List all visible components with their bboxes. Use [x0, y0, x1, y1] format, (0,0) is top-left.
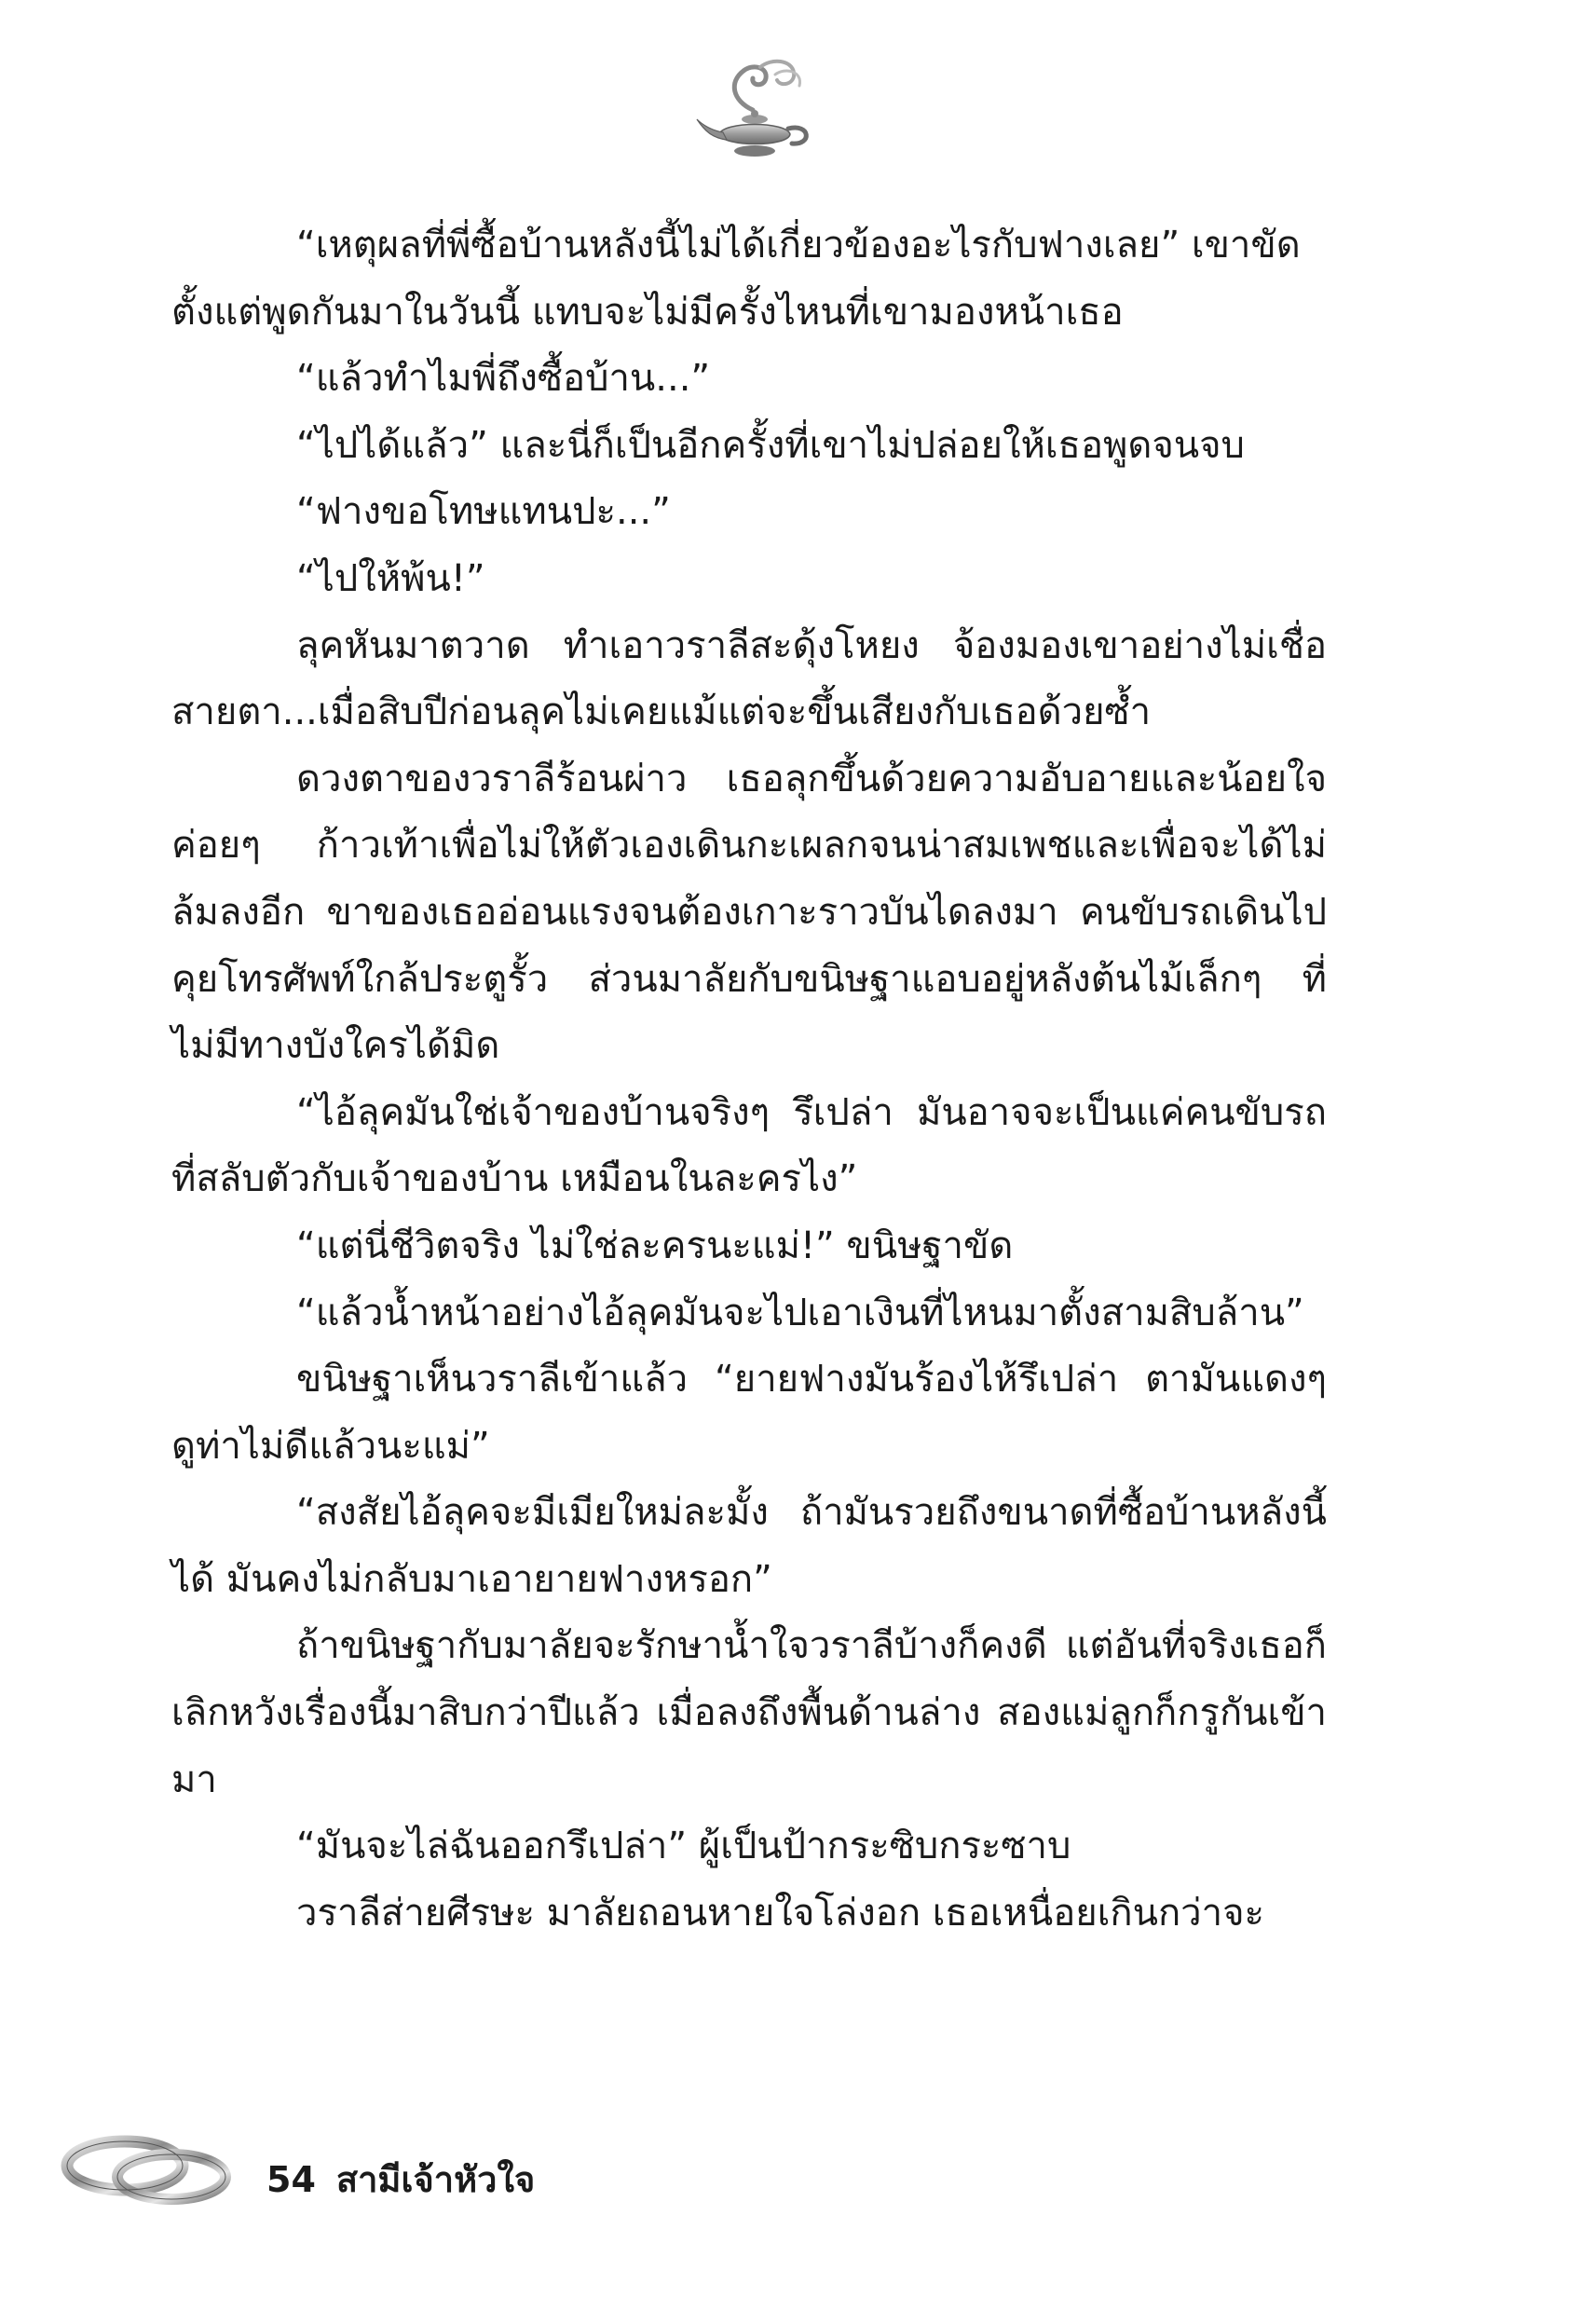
body-text [171, 212, 1327, 1947]
footer-label [266, 2151, 535, 2208]
page-number: 54 [266, 2159, 316, 2200]
paragraph: “ไอ้ลุคมันใช่เจ้าของบ้านจริงๆ รึเปล่า มันอาจจะเป็นแค่คนขับรถที่สลับตัวกับเจ้าของบ้าน เหมือนในละครไง” [171, 1090, 1327, 1201]
paragraph: ดวงตาของวราลีร้อนผ่าว เธอลุกขึ้นด้วยความอับอายและน้อยใจ ค่อยๆ ก้าวเท้าเพื่อไม่ให้ตัวเองเดินกะเผลกจนน่าสมเพชและเพื่อจะได้ไม่ล้มลงอีก ขาของเธออ่อนแรงจนต้องเกาะราวบันไดลงมา คนขับรถเดินไปคุยโทรศัพท์ใกล้ประตูรั้ว ส่วนมาลัยกับขนิษฐาแอบอยู่หลังต้นไม้เล็กๆ ที่ไม่มีทางบังใครได้มิด [171, 757, 1327, 1068]
paragraph: “แต่นี่ชีวิตจริง ไม่ใช่ละครนะแม่!” ขนิษฐาขัด [296, 1224, 1014, 1267]
book-title: สามีเจ้าหัวใจ [335, 2159, 536, 2200]
paragraph: วราลีส่ายศีรษะ มาลัยถอนหายใจโล่งอก เธอเหนื่อยเกินกว่าจะ [296, 1891, 1265, 1935]
paragraph: ขนิษฐาเห็นวราลีเข้าแล้ว “ยายฟางมันร้องไห้รึเปล่า ตามันแดงๆ ดูท่าไม่ดีแล้วนะแม่” [171, 1358, 1327, 1468]
paragraph: “ไปได้แล้ว” และนี่ก็เป็นอีกครั้งที่เขาไม่ปล่อยให้เธอพูดจนจบ [296, 423, 1245, 467]
wedding-rings-icon [60, 2117, 237, 2220]
paragraph: “แล้วน้ำหน้าอย่างไอ้ลุคมันจะไปเอาเงินที่ไหนมาตั้งสามสิบล้าน” [296, 1291, 1304, 1334]
paragraph: ถ้าขนิษฐากับมาลัยจะรักษาน้ำใจวราลีบ้างก็คงดี แต่อันที่จริงเธอก็เลิกหวังเรื่องนี้มาสิบกว่าปีแล้ว เมื่อลงถึงพื้นด้านล่าง สองแม่ลูกก็กรูกันเข้ามา [171, 1624, 1327, 1801]
paragraph: ตั้งแต่พูดกันมาในวันนี้ แทบจะไม่มีครั้งไหนที่เขามองหน้าเธอ [171, 290, 1124, 334]
paragraph: “สงสัยไอ้ลุคจะมีเมียใหม่ละมั้ง ถ้ามันรวยถึงขนาดที่ซื้อบ้านหลังนี้ได้ มันคงไม่กลับมาเอายายฟางหรอก” [171, 1491, 1327, 1601]
page-footer [60, 2117, 712, 2220]
paragraph: “ฟางขอโทษแทนปะ...” [296, 490, 671, 534]
genie-lamp-icon [695, 54, 816, 166]
paragraph: “ไปให้พ้น!” [296, 556, 485, 600]
paragraph: ลุคหันมาตวาด ทำเอาวราลีสะดุ้งโหยง จ้องมองเขาอย่างไม่เชื่อสายตา...เมื่อสิบปีก่อนลุคไม่เคยแม้แต่จะขึ้นเสียงกับเธอด้วยซ้ำ [171, 623, 1327, 734]
paragraph: “แล้วทำไมพี่ถึงซื้อบ้าน...” [296, 357, 711, 401]
paragraph: “เหตุผลที่พี่ซื้อบ้านหลังนี้ไม่ได้เกี่ยวข้องอะไรกับฟางเลย” เขาขัด [296, 224, 1301, 267]
paragraph: “มันจะไล่ฉันออกรึเปล่า” ผู้เป็นป้ากระซิบกระซาบ [296, 1825, 1071, 1868]
